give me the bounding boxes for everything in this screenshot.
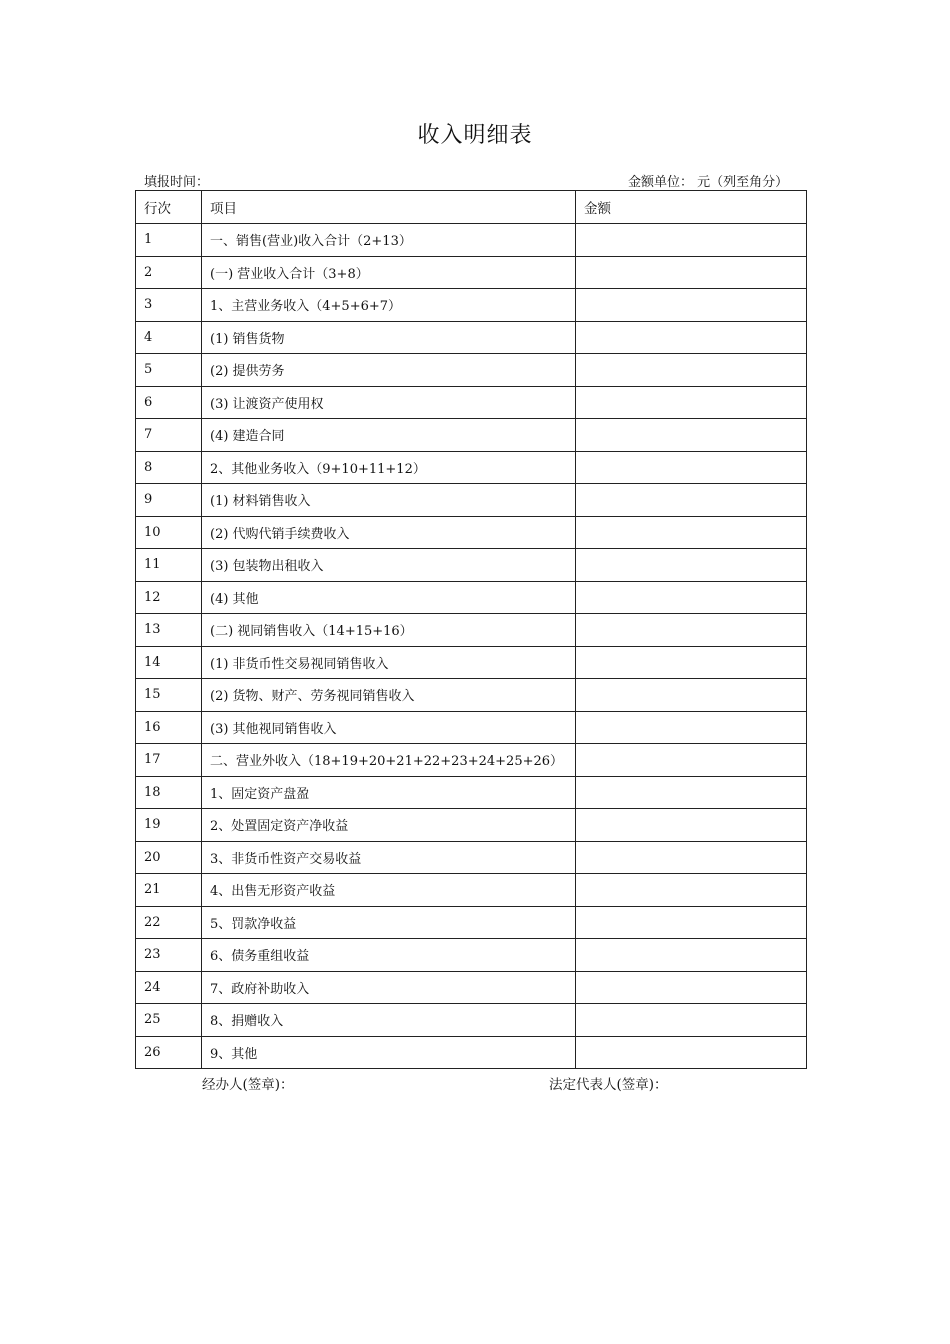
table-row [136, 386, 807, 419]
row-number-cell: 10 [136, 516, 202, 549]
amount-cell[interactable] [576, 614, 807, 647]
row-number-cell: 7 [136, 419, 202, 452]
amount-cell[interactable] [576, 1036, 807, 1069]
item-cell: (1) 非货币性交易视同销售收入 [202, 646, 576, 679]
amount-cell[interactable] [576, 581, 807, 614]
item-cell: 3、非货币性资产交易收益 [202, 841, 576, 874]
table-row [136, 776, 807, 809]
row-number-cell: 9 [136, 484, 202, 517]
table-row [136, 614, 807, 647]
amount-cell[interactable] [576, 776, 807, 809]
row-number-cell: 13 [136, 614, 202, 647]
row-number-cell: 25 [136, 1004, 202, 1037]
item-cell: 1、主营业务收入（4+5+6+7） [202, 289, 576, 322]
amount-cell[interactable] [576, 256, 807, 289]
row-number-cell: 24 [136, 971, 202, 1004]
amount-unit-label: 金额单位： 元（列至角分） [628, 175, 789, 190]
row-number-cell: 15 [136, 679, 202, 712]
row-number-cell: 16 [136, 711, 202, 744]
header-row-number: 行次 [136, 191, 202, 224]
item-cell: (2) 代购代销手续费收入 [202, 516, 576, 549]
table-row [136, 906, 807, 939]
table-row [136, 679, 807, 712]
row-number-cell: 2 [136, 256, 202, 289]
table-row [136, 289, 807, 322]
handler-signature-label: 经办人(签章)： [202, 1077, 294, 1093]
table-row [136, 1036, 807, 1069]
amount-cell[interactable] [576, 354, 807, 387]
amount-cell[interactable] [576, 1004, 807, 1037]
item-cell: 9、其他 [202, 1036, 576, 1069]
item-cell: 7、政府补助收入 [202, 971, 576, 1004]
table-row [136, 646, 807, 679]
fill-time-label: 填报时间： [144, 175, 210, 190]
row-number-cell: 19 [136, 809, 202, 842]
amount-cell[interactable] [576, 484, 807, 517]
amount-cell[interactable] [576, 906, 807, 939]
row-number-cell: 21 [136, 874, 202, 907]
table-row [136, 549, 807, 582]
amount-cell[interactable] [576, 549, 807, 582]
item-cell: (3) 包装物出租收入 [202, 549, 576, 582]
row-number-cell: 18 [136, 776, 202, 809]
item-cell: (3) 让渡资产使用权 [202, 386, 576, 419]
item-cell: (2) 货物、财产、劳务视同销售收入 [202, 679, 576, 712]
table-row [136, 516, 807, 549]
header-amount: 金额 [576, 191, 807, 224]
amount-cell[interactable] [576, 516, 807, 549]
row-number-cell: 23 [136, 939, 202, 972]
income-detail-table [135, 190, 807, 1069]
item-cell: 5、罚款净收益 [202, 906, 576, 939]
table-row [136, 939, 807, 972]
table-row [136, 419, 807, 452]
table-row [136, 581, 807, 614]
table-row [136, 484, 807, 517]
amount-cell[interactable] [576, 809, 807, 842]
amount-cell[interactable] [576, 419, 807, 452]
table-row [136, 256, 807, 289]
row-number-cell: 6 [136, 386, 202, 419]
item-cell: (4) 建造合同 [202, 419, 576, 452]
table-row [136, 809, 807, 842]
item-cell: 二、营业外收入（18+19+20+21+22+23+24+25+26） [202, 744, 576, 777]
amount-cell[interactable] [576, 841, 807, 874]
table-row [136, 711, 807, 744]
item-cell: (1) 销售货物 [202, 321, 576, 354]
row-number-cell: 26 [136, 1036, 202, 1069]
table-body [136, 224, 807, 1069]
table-row [136, 224, 807, 257]
item-cell: 一、销售(营业)收入合计（2+13） [202, 224, 576, 257]
row-number-cell: 8 [136, 451, 202, 484]
item-cell: 8、捐赠收入 [202, 1004, 576, 1037]
table-row [136, 354, 807, 387]
amount-cell[interactable] [576, 744, 807, 777]
item-cell: 2、其他业务收入（9+10+11+12） [202, 451, 576, 484]
item-cell: 4、出售无形资产收益 [202, 874, 576, 907]
item-cell: (1) 材料销售收入 [202, 484, 576, 517]
amount-cell[interactable] [576, 224, 807, 257]
table-row [136, 744, 807, 777]
amount-cell[interactable] [576, 679, 807, 712]
row-number-cell: 4 [136, 321, 202, 354]
amount-cell[interactable] [576, 646, 807, 679]
amount-cell[interactable] [576, 939, 807, 972]
item-cell: 1、固定资产盘盈 [202, 776, 576, 809]
row-number-cell: 20 [136, 841, 202, 874]
row-number-cell: 11 [136, 549, 202, 582]
amount-cell[interactable] [576, 711, 807, 744]
row-number-cell: 5 [136, 354, 202, 387]
page-title: 收入明细表 [417, 123, 533, 148]
table-row [136, 841, 807, 874]
table-row [136, 451, 807, 484]
row-number-cell: 12 [136, 581, 202, 614]
amount-cell[interactable] [576, 971, 807, 1004]
table-row [136, 1004, 807, 1037]
item-cell: (2) 提供劳务 [202, 354, 576, 387]
item-cell: (3) 其他视同销售收入 [202, 711, 576, 744]
row-number-cell: 22 [136, 906, 202, 939]
row-number-cell: 14 [136, 646, 202, 679]
table-header-row [136, 191, 807, 224]
table-row [136, 321, 807, 354]
header-item: 项目 [202, 191, 576, 224]
amount-cell[interactable] [576, 874, 807, 907]
amount-cell[interactable] [576, 386, 807, 419]
table-row [136, 874, 807, 907]
item-cell: (二) 视同销售收入（14+15+16） [202, 614, 576, 647]
item-cell: 6、债务重组收益 [202, 939, 576, 972]
row-number-cell: 17 [136, 744, 202, 777]
legal-representative-signature-label: 法定代表人(签章)： [549, 1077, 668, 1093]
item-cell: (4) 其他 [202, 581, 576, 614]
row-number-cell: 1 [136, 224, 202, 257]
row-number-cell: 3 [136, 289, 202, 322]
amount-cell[interactable] [576, 321, 807, 354]
amount-cell[interactable] [576, 289, 807, 322]
item-cell: (一) 营业收入合计（3+8） [202, 256, 576, 289]
amount-cell[interactable] [576, 451, 807, 484]
item-cell: 2、处置固定资产净收益 [202, 809, 576, 842]
table-row [136, 971, 807, 1004]
